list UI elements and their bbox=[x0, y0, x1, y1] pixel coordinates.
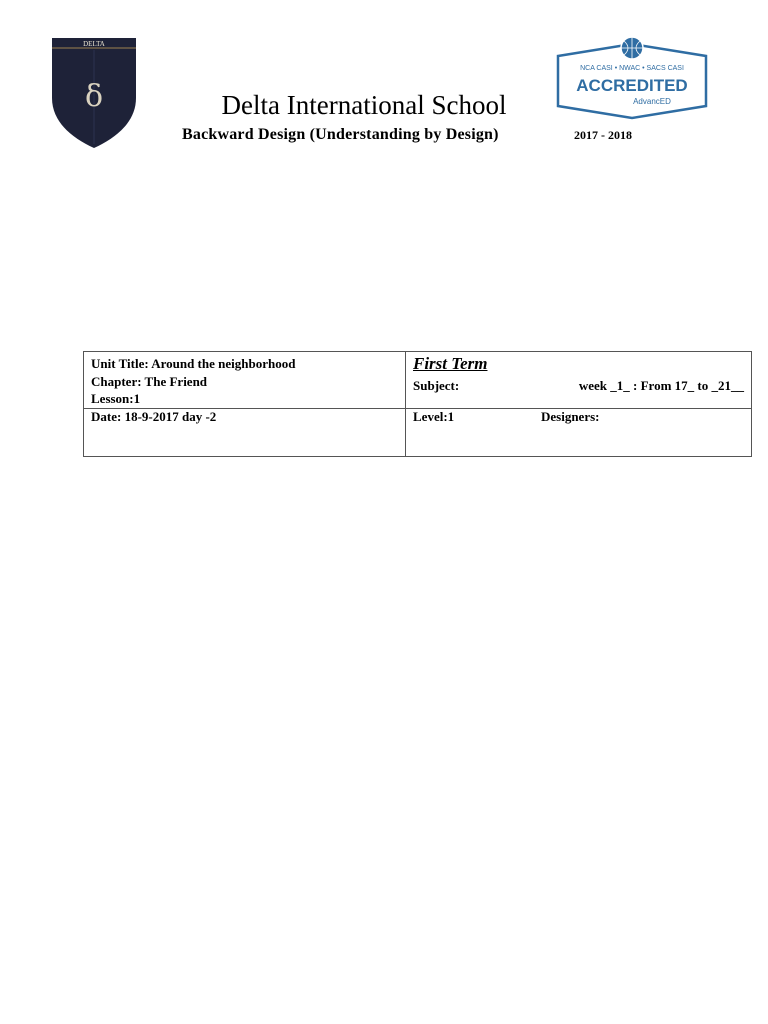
table-row bbox=[84, 352, 752, 409]
academic-years: 2017 - 2018 bbox=[574, 128, 632, 142]
unit-title: Unit Title: Around the neighborhood bbox=[91, 356, 296, 371]
date-cell bbox=[84, 408, 406, 456]
lesson-info-table bbox=[83, 351, 752, 457]
chapter: Chapter: The Friend bbox=[91, 373, 208, 389]
date-value: Date: 18-9-2017 day -2 bbox=[91, 408, 217, 424]
term-heading: First Term bbox=[413, 354, 488, 373]
badge-line1: NCA CASI • NWAC • SACS CASI bbox=[580, 65, 684, 72]
shield-delta-symbol: δ bbox=[84, 79, 104, 114]
unit-cell bbox=[84, 352, 406, 409]
badge-line3: AdvancED bbox=[633, 97, 671, 106]
designers-label: Designers: bbox=[541, 408, 600, 424]
table-row bbox=[84, 408, 752, 456]
badge-line2: ACCREDITED bbox=[576, 76, 688, 95]
level-cell bbox=[406, 408, 752, 456]
lesson: Lesson:1 bbox=[91, 391, 141, 406]
page-subtitle: Backward Design (Understanding by Design) bbox=[182, 126, 499, 143]
school-name: Delta International School bbox=[221, 90, 507, 120]
level-value: Level:1 bbox=[413, 408, 455, 424]
shield-logo-text: DELTA bbox=[83, 40, 105, 48]
week-range: week _1_ : From 17_ to _21__ bbox=[578, 378, 744, 393]
term-cell bbox=[406, 352, 752, 409]
subject-label: Subject: bbox=[413, 378, 460, 393]
